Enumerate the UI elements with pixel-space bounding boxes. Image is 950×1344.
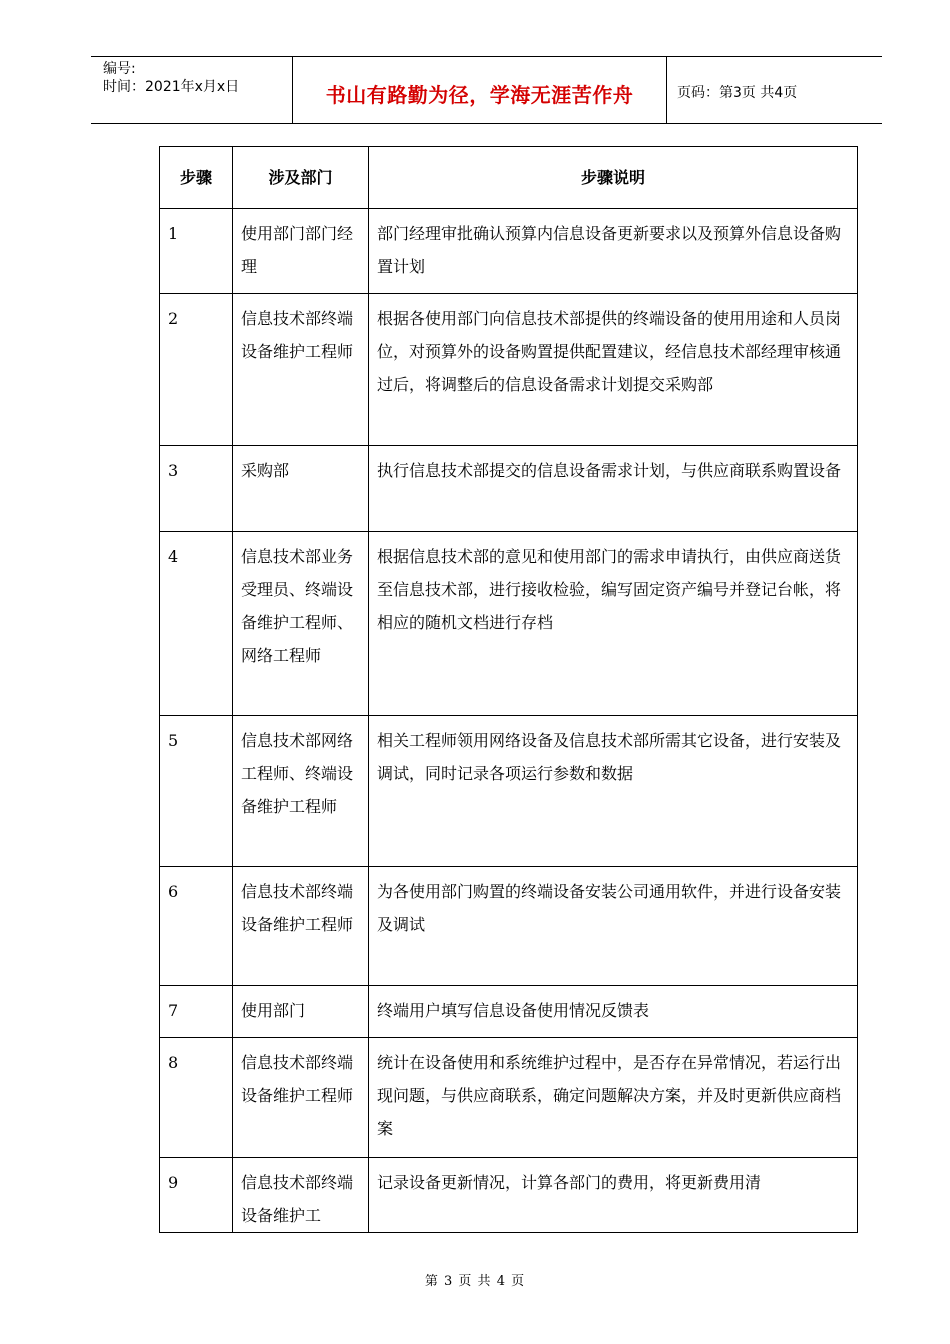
table-row [160,294,858,446]
table-row [160,716,858,867]
step-number: 7 [160,986,233,1038]
step-number: 2 [160,294,233,446]
step-department: 使用部门部门经理 [233,209,369,294]
step-department: 信息技术部终端设备维护工程师 [233,294,369,446]
step-department: 信息技术部终端设备维护工程师 [233,867,369,986]
step-number: 6 [160,867,233,986]
header-motto-cell [293,57,667,123]
table-row [160,209,858,294]
step-number: 8 [160,1038,233,1158]
step-description: 终端用户填写信息设备使用情况反馈表 [369,986,858,1038]
step-description: 根据各使用部门向信息技术部提供的终端设备的使用用途和人员岗位，对预算外的设备购置提供配置建议，经信息技术部经理审核通过后，将调整后的信息设备需求计划提交采购部 [369,294,858,446]
document-number-label: 编号: [103,61,136,77]
steps-table [159,146,858,1233]
column-header-description: 步骤说明 [369,147,858,209]
step-description: 相关工程师领用网络设备及信息技术部所需其它设备，进行安装及调试，同时记录各项运行参数和数据 [369,716,858,867]
step-department: 信息技术部网络工程师、终端设备维护工程师 [233,716,369,867]
step-number: 3 [160,446,233,532]
step-description: 根据信息技术部的意见和使用部门的需求申请执行，由供应商送货至信息技术部，进行接收检验，编写固定资产编号并登记台帐，将相应的随机文档进行存档 [369,532,858,716]
header-motto: 书山有路勤为径，学海无涯苦作舟 [325,83,634,107]
step-description: 部门经理审批确认预算内信息设备更新要求以及预算外信息设备购置计划 [369,209,858,294]
table-row [160,986,858,1038]
table-row [160,867,858,986]
header-page-info: 页码：第3页 共4页 [677,85,798,101]
step-department: 信息技术部业务受理员、终端设备维护工程师、网络工程师 [233,532,369,716]
header-meta [91,57,293,123]
table-row [160,1038,858,1158]
document-header [91,56,882,124]
document-time: 时间：2021年x月x日 [103,79,240,95]
step-description: 为各使用部门购置的终端设备安装公司通用软件，并进行设备安装及调试 [369,867,858,986]
step-number: 9 [160,1158,233,1233]
step-department: 采购部 [233,446,369,532]
column-header-department: 涉及部门 [233,147,369,209]
step-department: 信息技术部终端设备维护工程师 [233,1038,369,1158]
page-footer: 第 3 页 共 4 页 [424,1274,526,1289]
table-row [160,1158,858,1233]
step-description: 执行信息技术部提交的信息设备需求计划，与供应商联系购置设备 [369,446,858,532]
table-row [160,532,858,716]
header-page-cell [667,57,882,123]
table-row [160,446,858,532]
column-header-step: 步骤 [160,147,233,209]
step-number: 4 [160,532,233,716]
step-department: 信息技术部终端设备维护工 [233,1158,369,1233]
step-description: 记录设备更新情况，计算各部门的费用，将更新费用清 [369,1158,858,1233]
step-description: 统计在设备使用和系统维护过程中，是否存在异常情况，若运行出现问题，与供应商联系，确定问题解决方案，并及时更新供应商档案 [369,1038,858,1158]
step-number: 5 [160,716,233,867]
step-number: 1 [160,209,233,294]
table-header-row [160,147,858,209]
step-department: 使用部门 [233,986,369,1038]
